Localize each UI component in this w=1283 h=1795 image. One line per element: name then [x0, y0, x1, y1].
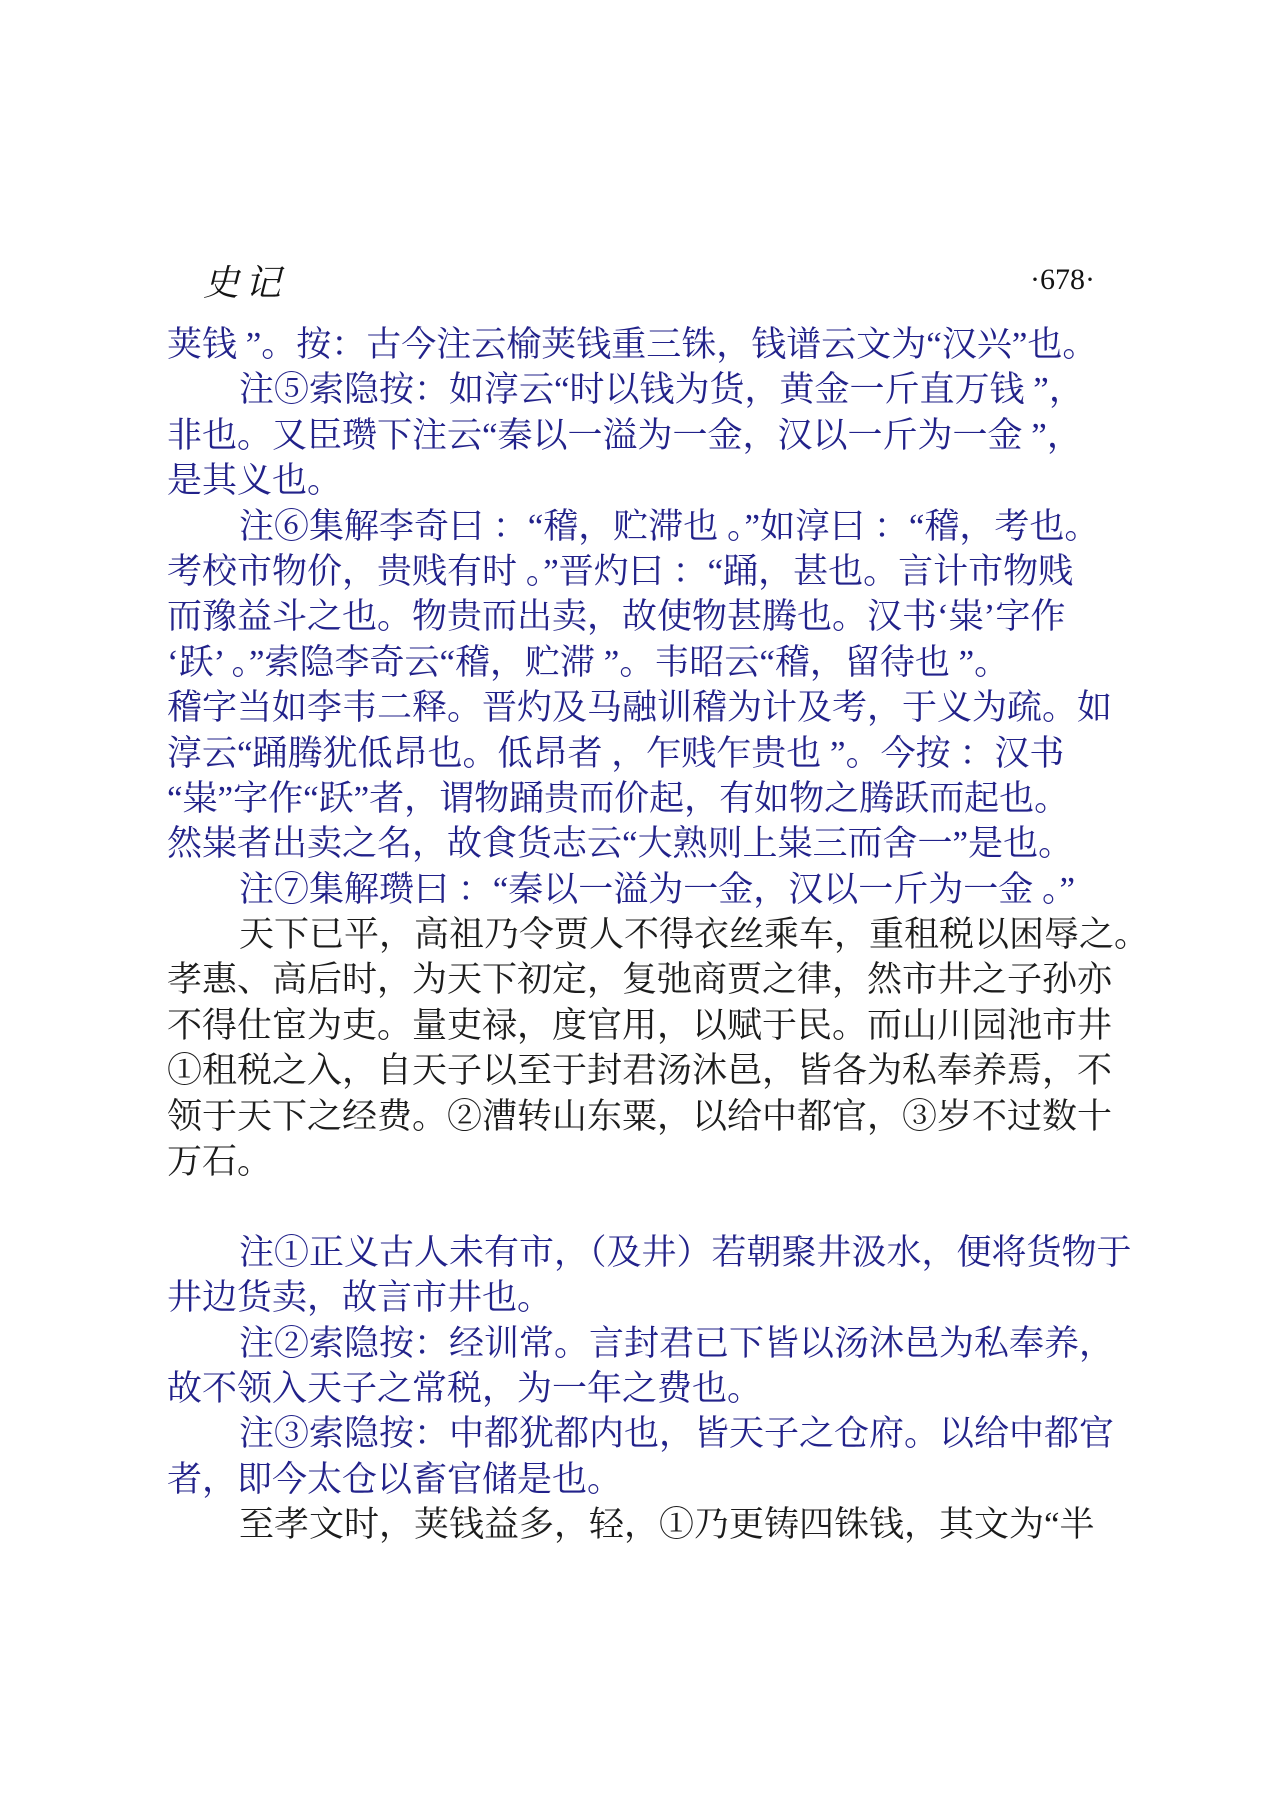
blank-line	[167, 1184, 1127, 1229]
text-line: 至孝文时，荚钱益多，轻，①乃更铸四铢钱，其文为“半	[239, 1505, 1095, 1545]
text-line: 考校市物价，贵贱有时 。”晋灼曰 ：“踊，甚也。言计市物贱	[167, 551, 1074, 591]
text-line: 万石。	[167, 1142, 273, 1182]
text-line: 是其义也。	[167, 461, 343, 501]
text-line: 注②索隐按：经训常。言封君已下皆以汤沐邑为私奉养，	[239, 1323, 1115, 1363]
text-line: 不得仕宦为吏。量吏禄，度官用，以赋于民。而山川园池市井	[167, 1005, 1113, 1045]
text-line: ①租税之入，自天子以至于封君汤沐邑，皆各为私奉养焉，不	[167, 1051, 1113, 1091]
text-line: 稽字当如李韦二释。晋灼及马融训稽为计及考，于义为疏。如	[167, 688, 1113, 728]
text-line: 天下已平，高祖乃令贾人不得衣丝乘车，重租税以困辱之。	[239, 915, 1150, 955]
text-line: 者，即今太仓以畜官储是也。	[167, 1459, 623, 1499]
text-line: 注⑥集解李奇曰 ：“稽，贮滞也 。”如淳曰 ：“稽，考也。	[239, 506, 1100, 546]
page-number: ·678·	[1030, 263, 1095, 296]
text-line: 注⑦集解瓒曰 ：“秦以一溢为一金，汉以一斤为一金 。”	[239, 869, 1076, 909]
page-header	[0, 255, 1283, 305]
text-line: 然粜者出卖之名，故食货志云“大熟则上粜三而舍一”是也。	[167, 824, 1074, 864]
text-line: 非也。又臣瓒下注云“秦以一溢为一金，汉以一斤为一金 ”，	[167, 415, 1082, 455]
text-line: 淳云“踊腾犹低昂也。低昂者 ，乍贱乍贵也 ”。今按 ：汉书	[167, 733, 1065, 773]
text-line: 孝惠、高后时，为天下初定，复弛商贾之律，然市井之子孙亦	[167, 960, 1113, 1000]
text-line: “粜”字作“跃”者，谓物踊贵而价起，有如物之腾跃而起也。	[167, 778, 1070, 818]
page-body	[167, 322, 1150, 1548]
text-line: ‘跃’ 。”索隐李奇云“稽，贮滞 ”。韦昭云“稽，留待也 ”。	[167, 642, 1010, 682]
text-line: 注③索隐按：中都犹都内也，皆天子之仓府。以给中都官	[239, 1414, 1115, 1454]
text-line: 井边货卖，故言市井也。	[167, 1278, 553, 1318]
book-title: 史记	[203, 263, 288, 303]
text-line: 荚钱 ”。按：古今注云榆荚钱重三铢，钱谱云文为“汉兴”也。	[167, 325, 1098, 364]
text-line: 领于天下之经费。②漕转山东粟，以给中都官，③岁不过数十	[167, 1096, 1113, 1136]
text-line: 注⑤索隐按：如淳云“时以钱为货，黄金一斤直万钱 ”，	[239, 370, 1084, 410]
text-line: 注①正义古人未有市，（及井）若朝聚井汲水，便将货物于	[239, 1232, 1132, 1272]
text-line: 故不领入天子之常税，为一年之费也。	[167, 1368, 763, 1408]
text-line: 而豫益斗之也。物贵而出卖，故使物甚腾也。汉书‘粜’字作	[167, 597, 1066, 637]
